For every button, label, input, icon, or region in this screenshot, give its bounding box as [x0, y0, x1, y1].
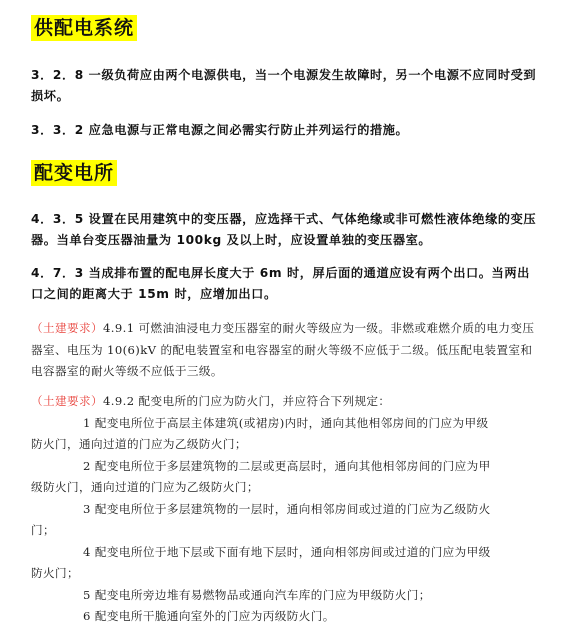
clause-4-9-2 — [31, 391, 541, 628]
clause-4-9-2-text: 4.9.2 配变电所的门应为防火门，并应符合下列规定： — [102, 394, 391, 408]
clause-4-7-3: 4．7．3 当成排布置的配电屏长度大于 6m 时，屏后面的通道应设有两个出口。当两出口之间的距离大于 15m 时，应增加出口。 — [31, 266, 530, 301]
clause-3-3-2: 3．3．2 应急电源与正常电源之间必需实行防止并列运行的措施。 — [31, 123, 409, 137]
list-item-2: 2 配变电所位于多层建筑物的二层或更高层时，通向其他相邻房间的门应为甲 — [83, 458, 491, 473]
list-item-4: 4 配变电所位于地下层或下面有地下层时，通向相邻房间或过道的门应为甲级 — [83, 544, 491, 559]
list-item-3: 3 配变电所位于多层建筑物的一层时，通向相邻房间或过道的门应为乙级防火 — [83, 501, 491, 516]
section-heading-substation: 配变电所 — [31, 160, 117, 186]
civil-requirement-tag: （土建要求） — [31, 321, 103, 335]
list-item-1: 1 配变电所位于高层主体建筑(或裙房)内时，通向其他相邻房间的门应为甲级 — [83, 415, 489, 430]
list-item-1-cont: 防火门，通向过道的门应为乙级防火门； — [31, 437, 247, 451]
clause-4-3-5: 4．3．5 设置在民用建筑中的变压器，应选择干式、气体绝缘或非可燃性液体绝缘的变压器。当单台变压器油量为 100kg 及以上时，应设置单独的变压器室。 — [31, 212, 537, 247]
list-item-5: 5 配变电所旁边堆有易燃物品或通向汽车库的门应为甲级防火门； — [83, 587, 431, 602]
list-item-4-cont: 防火门； — [31, 566, 79, 580]
list-item-2-cont: 级防火门，通向过道的门应为乙级防火门； — [31, 480, 259, 494]
clause-4-9-1 — [31, 318, 541, 383]
clause-4-9-2-intro — [31, 391, 541, 413]
clause-3-2-8: 3．2．8 一级负荷应由两个电源供电，当一个电源发生故障时，另一个电源不应同时受到损坏。 — [31, 68, 537, 103]
section-heading-power-supply: 供配电系统 — [31, 15, 137, 41]
list-item-6: 6 配变电所干脆通向室外的门应为丙级防火门。 — [83, 609, 335, 623]
list-item-3-cont: 门； — [31, 523, 55, 537]
clause-4-9-1-text: 4.9.1 可燃油油浸电力变压器室的耐火等级应为一级。非燃或难燃介质的电力变压器室、电压为 10(6)kV 的配电装置室和电容器室的耐火等级不应低于二级。低压配电装置室和电容器室的耐火等级不应低于三级。 — [31, 321, 535, 378]
civil-requirement-tag: （土建要求） — [31, 394, 103, 408]
